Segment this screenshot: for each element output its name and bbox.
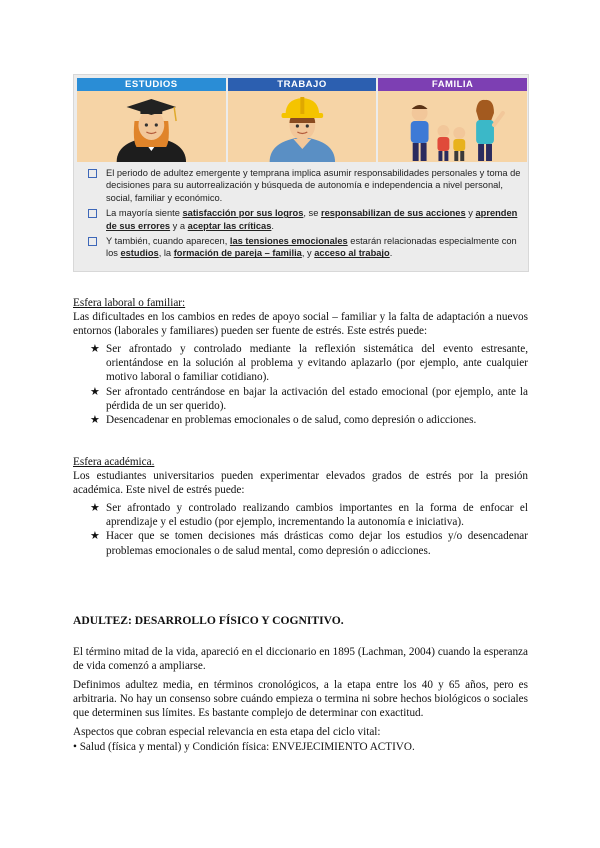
- laboral-intro: Las dificultades en los cambios en redes de apoyo social – familiar y la falta de adaptación a nuevos entornos (laborales y familiares) pueden ser fuente de estrés. Este estrés puede:: [73, 311, 528, 338]
- academica-intro: Los estudiantes universitarios pueden experimentar elevados grados de estrés por la presión académica. Este nivel de estrés puede:: [73, 470, 528, 497]
- figure-bullets: [84, 167, 522, 263]
- worker-icon: [228, 91, 377, 162]
- panel-trabajo: [228, 78, 377, 162]
- panel-familia: [378, 78, 527, 162]
- checkbox-icon: [88, 237, 97, 246]
- section-paragraph-4: • Salud (física y mental) y Condición física: ENVEJECIMIENTO ACTIVO.: [73, 741, 415, 753]
- list-item: ★ Ser afrontado y controlado realizando cambios importantes en la forma de enfocar el aprendizaje y el estudio (por ejemplo, incrementando la autonomía e iniciativa).: [90, 501, 528, 529]
- section-paragraph-2: Definimos adultez media, en términos cronológicos, a la etapa entre los 40 y 65 años, pero es arbitraria. No hay un consenso sobre cuándo empieza o termina ni sobre hechos biológicos o sociales que determinen sus límites. Es bastante complejo de determinar con exactitud.: [73, 679, 528, 720]
- panel-estudios-label: ESTUDIOS: [77, 78, 226, 91]
- section-title: ADULTEZ: DESARROLLO FÍSICO Y COGNITIVO.: [73, 614, 344, 627]
- figure-panels: [77, 78, 527, 162]
- section-paragraph-1: El término mitad de la vida, apareció en el diccionario en 1895 (Lachman, 2004) cuando la esperanza de vida comenzó a ampliarse.: [73, 646, 528, 673]
- list-item: ★ Hacer que se tomen decisiones más drásticas como dejar los estudios y/o desencadenar problemas emocionales o de salud mental, como depresión o adicciones.: [90, 529, 528, 557]
- laboral-heading: Esfera laboral o familiar:: [73, 297, 186, 309]
- infographic-figure: [73, 74, 529, 272]
- family-icon: [378, 91, 527, 162]
- figure-bullet: El periodo de adultez emergente y temprana implica asumir responsabilidades personales y toma de decisiones para su autorrealización y búsqueda de autonomía e independencia a nivel personal, social, familiar y económico.: [84, 167, 522, 204]
- panel-estudios: [77, 78, 226, 162]
- star-bullet-icon: ★: [90, 529, 100, 543]
- academica-list: [90, 501, 528, 558]
- figure-bullet: Y también, cuando aparecen, las tensiones emocionales estarán relacionadas especialmente con los estudios, la formación de pareja – familia, y acceso al trabajo.: [84, 235, 522, 260]
- figure-bullet: La mayoría siente satisfacción por sus logros, se responsabilizan de sus acciones y aprenden de sus errores y a aceptar las críticas.: [84, 207, 522, 232]
- section-paragraph-3: Aspectos que cobran especial relevancia en esta etapa del ciclo vital:: [73, 726, 381, 738]
- academica-heading: Esfera académica.: [73, 456, 155, 468]
- list-item: ★ Ser afrontado y controlado mediante la reflexión sistemática del evento estresante, orientándose en la solución al problema y evitando aplazarlo (por ejemplo, ante cualquier motivo laboral o familiar cotidiano).: [90, 342, 528, 384]
- star-bullet-icon: ★: [90, 501, 100, 514]
- panel-trabajo-label: TRABAJO: [228, 78, 377, 91]
- checkbox-icon: [88, 209, 97, 218]
- star-bullet-icon: ★: [90, 342, 100, 355]
- graduate-icon: [77, 91, 226, 162]
- panel-familia-label: FAMILIA: [378, 78, 527, 91]
- list-item: ★ Desencadenar en problemas emocionales o de salud, como depresión o adicciones.: [90, 413, 477, 427]
- list-item: ★ Ser afrontado centrándose en bajar la activación del estado emocional (por ejemplo, ante la pérdida de un ser querido).: [90, 384, 528, 412]
- star-bullet-icon: ★: [90, 384, 100, 398]
- star-bullet-icon: ★: [90, 413, 100, 427]
- checkbox-icon: [88, 169, 97, 178]
- laboral-list: [90, 342, 528, 427]
